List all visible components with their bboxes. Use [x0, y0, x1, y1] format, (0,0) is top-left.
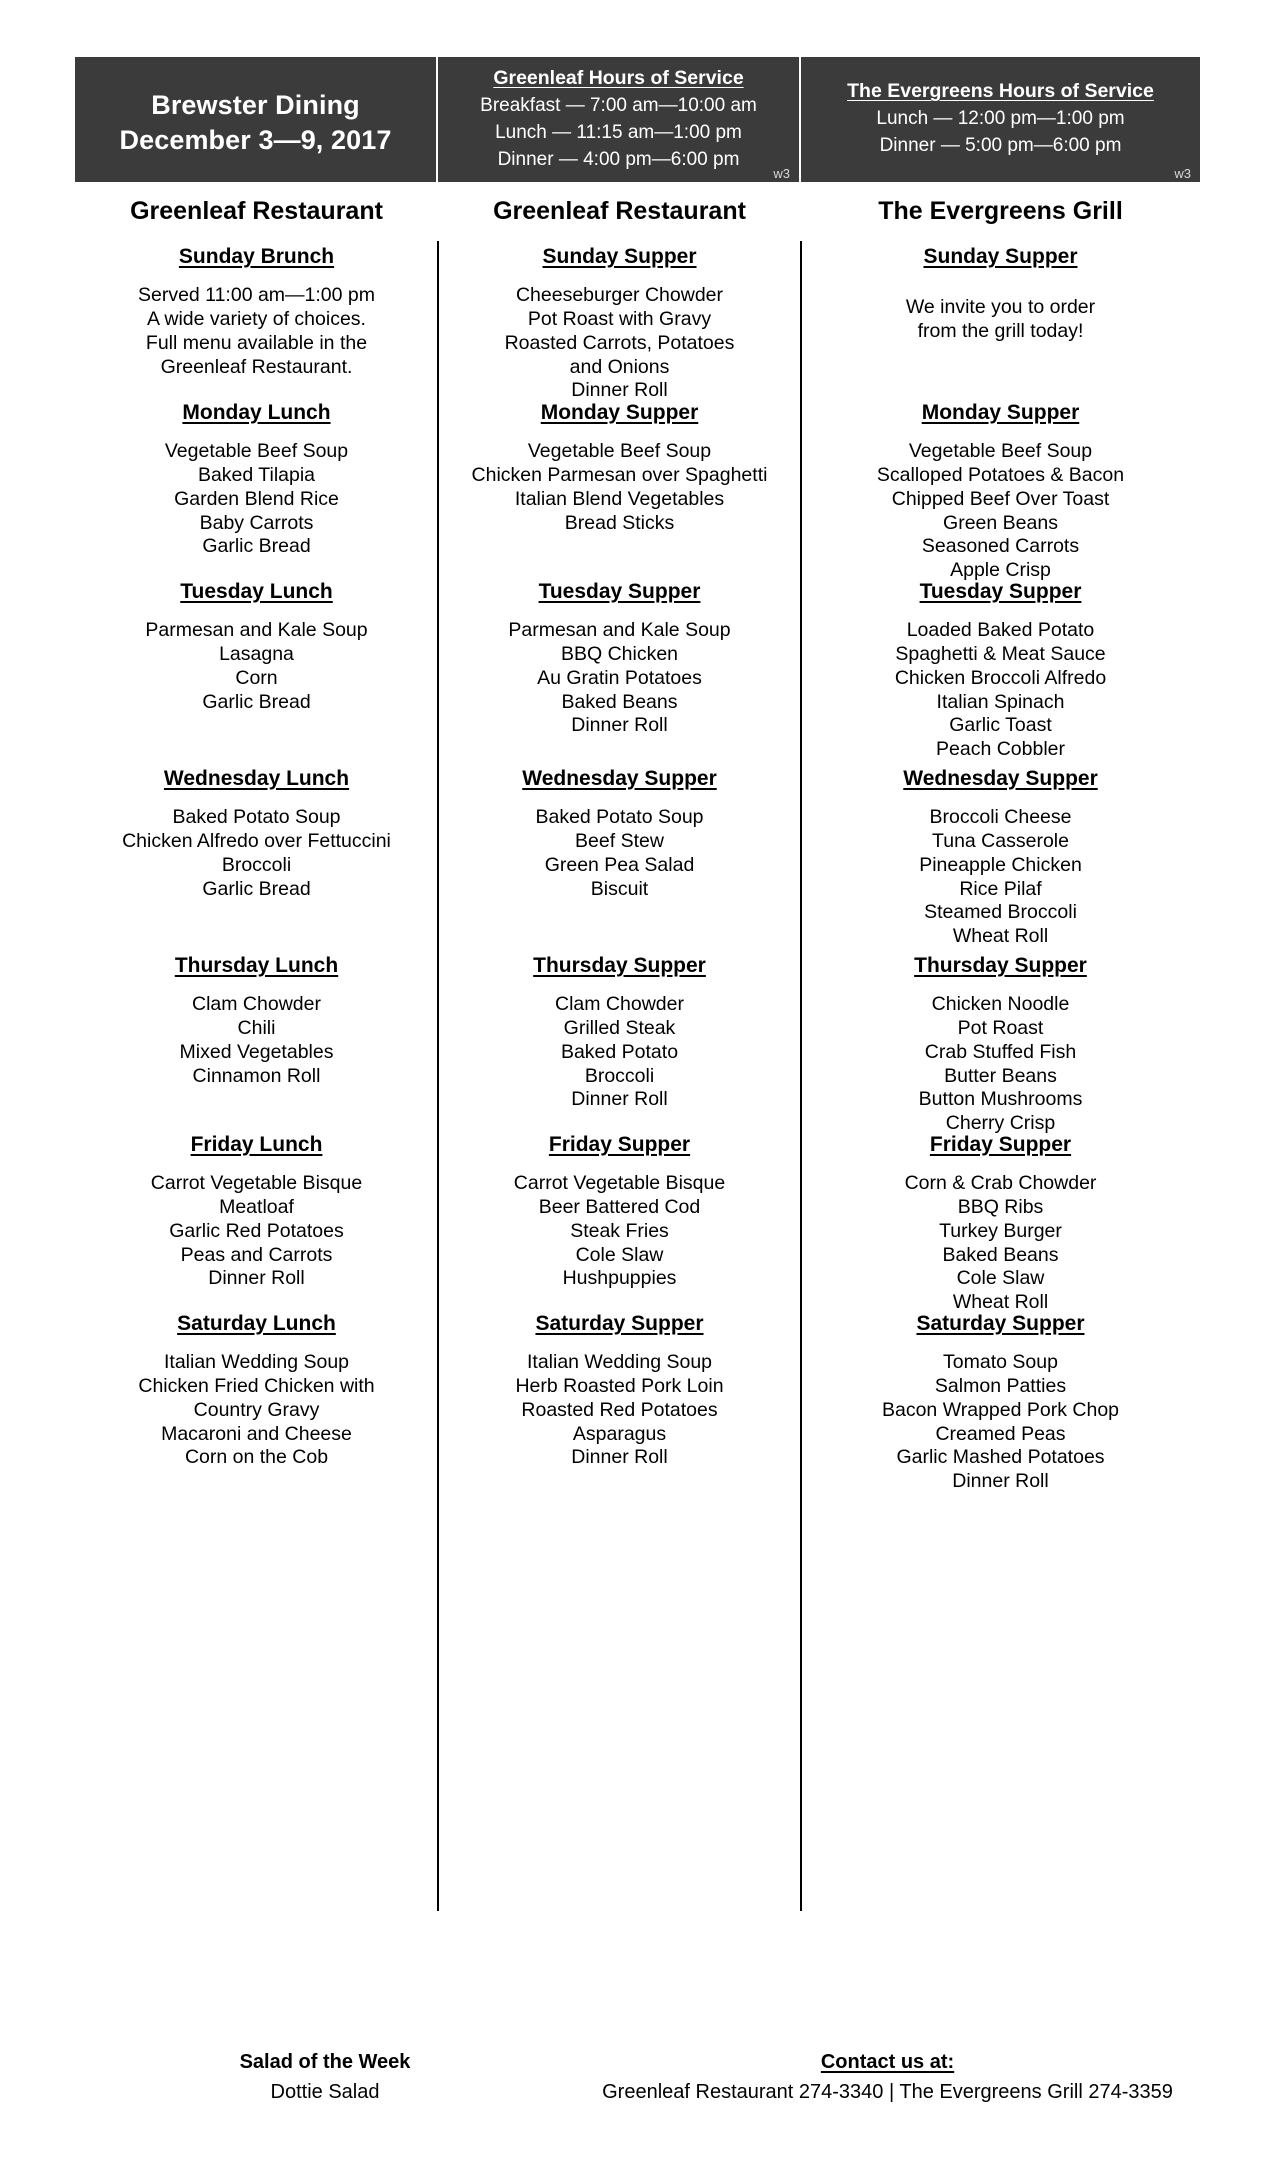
meal-block [444, 579, 795, 738]
meal-item: Chicken Alfredo over Fettuccini [122, 829, 391, 852]
menu-column-greenleaf-lunch [75, 196, 438, 1494]
meal-item: Hushpuppies [562, 1267, 677, 1290]
meal-list [807, 244, 1194, 1494]
meal-item: Garlic Mashed Potatoes [896, 1446, 1105, 1469]
meal-item: Corn on the Cob [184, 1446, 329, 1469]
meal-item: Cinnamon Roll [192, 1064, 321, 1087]
evergreens-hours-line: Lunch — 12:00 pm—1:00 pm [876, 108, 1125, 130]
meal-block [444, 1311, 795, 1470]
page-title-line1: Brewster Dining [151, 90, 360, 121]
meal-item: Broccoli Cheese [929, 806, 1072, 829]
meal-item: Turkey Burger [939, 1219, 1062, 1242]
contact-phones: Greenleaf Restaurant 274-3340 | The Evergreens Grill 274-3359 [602, 2081, 1173, 2103]
meal-item: Green Beans [943, 511, 1058, 534]
meal-item: Butter Beans [944, 1064, 1057, 1087]
meal-item: Meatloaf [219, 1195, 294, 1218]
salad-of-the-week [75, 2049, 575, 2105]
evergreens-hours-line: Dinner — 5:00 pm—6:00 pm [879, 135, 1122, 157]
meal-item: Green Pea Salad [544, 853, 695, 876]
meal-title: Saturday Supper [916, 1311, 1085, 1335]
meal-item: Crab Stuffed Fish [924, 1040, 1077, 1063]
meal-item: Broccoli [221, 853, 292, 876]
meal-block [807, 244, 1194, 344]
meal-block [444, 400, 795, 535]
meal-item: Beef Stew [575, 829, 664, 852]
meal-block [81, 953, 432, 1088]
meal-title: Tuesday Lunch [180, 579, 333, 603]
header-title-cell [75, 57, 438, 182]
meal-item: Baked Beans [942, 1243, 1059, 1266]
meal-item: Clam Chowder [192, 993, 321, 1016]
meal-title: Thursday Lunch [174, 953, 339, 977]
menu-columns [75, 196, 1200, 1494]
menu-column-greenleaf-supper [438, 196, 801, 1494]
meal-item: Vegetable Beef Soup [908, 440, 1093, 463]
meal-title: Saturday Lunch [177, 1311, 336, 1335]
meal-title: Friday Supper [929, 1132, 1072, 1156]
meal-title: Wednesday Supper [903, 766, 1098, 790]
watermark-label: w3 [1174, 165, 1191, 181]
meal-item: Chipped Beef Over Toast [891, 487, 1110, 510]
meal-title: Sunday Supper [923, 244, 1078, 268]
meal-item: Cheeseburger Chowder [515, 284, 724, 307]
meal-item: Italian Wedding Soup [163, 1351, 350, 1374]
meal-block [444, 244, 795, 403]
meal-item: Au Gratin Potatoes [537, 666, 702, 689]
meal-item: Chicken Fried Chicken with [138, 1374, 375, 1397]
meal-item: Tomato Soup [943, 1351, 1058, 1374]
meal-block [81, 1132, 432, 1291]
meal-item: Pot Roast [957, 1016, 1044, 1039]
page-footer [75, 2049, 1200, 2105]
meal-item: Cole Slaw [956, 1267, 1045, 1290]
greenleaf-hours-title: Greenleaf Hours of Service [493, 67, 744, 89]
meal-item: Bacon Wrapped Pork Chop [881, 1398, 1120, 1421]
meal-item: Salmon Patties [934, 1374, 1067, 1397]
meal-item: Garlic Red Potatoes [169, 1219, 344, 1242]
meal-item: Corn [235, 666, 278, 689]
meal-title: Sunday Brunch [178, 244, 335, 268]
meal-list [444, 244, 795, 1494]
meal-item: Grilled Steak [563, 1016, 676, 1039]
greenleaf-hours-line: Lunch — 11:15 am—1:00 pm [495, 121, 742, 143]
meal-item: Garlic Bread [202, 690, 311, 713]
meal-block [81, 1311, 432, 1470]
menu-page [0, 57, 1275, 2157]
meal-item: Creamed Peas [935, 1422, 1066, 1445]
meal-item: We invite you to order [905, 296, 1096, 319]
meal-item: Tuna Casserole [932, 829, 1069, 852]
meal-item: Vegetable Beef Soup [527, 440, 712, 463]
meal-item: and Onions [569, 355, 670, 378]
salad-value: Dottie Salad [270, 2081, 380, 2103]
meal-block [444, 1132, 795, 1291]
meal-item: Garlic Bread [202, 877, 311, 900]
meal-item: Vegetable Beef Soup [164, 440, 349, 463]
meal-block [81, 579, 432, 714]
meal-item: Steak Fries [570, 1219, 669, 1242]
meal-item: Wheat Roll [952, 925, 1049, 948]
meal-item: BBQ Chicken [560, 642, 679, 665]
meal-item: Italian Wedding Soup [526, 1351, 713, 1374]
meal-block [444, 766, 795, 901]
meal-item: Dinner Roll [952, 1470, 1049, 1493]
meal-item: from the grill today! [917, 319, 1084, 342]
meal-block [444, 953, 795, 1112]
meal-item: Roasted Carrots, Potatoes [504, 331, 735, 354]
greenleaf-hours-line: Dinner — 4:00 pm—6:00 pm [497, 148, 740, 170]
meal-item: Beer Battered Cod [538, 1195, 701, 1218]
meal-title: Monday Supper [540, 400, 699, 424]
meal-item: Baked Beans [561, 690, 678, 713]
meal-item: Clam Chowder [555, 993, 684, 1016]
meal-list [81, 244, 432, 1494]
meal-item: Steamed Broccoli [924, 901, 1077, 924]
meal-item: Chicken Parmesan over Spaghetti [471, 463, 768, 486]
meal-item: Dinner Roll [208, 1267, 305, 1290]
meal-item: Bread Sticks [564, 511, 675, 534]
meal-item: Baked Potato Soup [535, 806, 704, 829]
salad-title: Salad of the Week [239, 2051, 411, 2073]
meal-item: Dinner Roll [571, 714, 668, 737]
meal-item: Lasagna [219, 642, 294, 665]
meal-item: Garlic Toast [949, 714, 1052, 737]
meal-item: Pineapple Chicken [919, 853, 1082, 876]
meal-item: BBQ Ribs [957, 1195, 1044, 1218]
meal-title: Friday Supper [548, 1132, 691, 1156]
meal-item: Cole Slaw [575, 1243, 664, 1266]
meal-item: Broccoli [584, 1064, 655, 1087]
meal-item: Wheat Roll [952, 1291, 1049, 1314]
meal-title: Tuesday Supper [538, 579, 701, 603]
meal-item: Country Gravy [193, 1398, 320, 1421]
meal-item: A wide variety of choices. [147, 307, 366, 330]
meal-item: Carrot Vegetable Bisque [150, 1172, 363, 1195]
meal-item: Chicken Broccoli Alfredo [894, 666, 1107, 689]
meal-title: Thursday Supper [914, 953, 1087, 977]
meal-item: Mixed Vegetables [179, 1040, 334, 1063]
contact-title: Contact us at: [820, 2051, 955, 2073]
column-heading: Greenleaf Restaurant [493, 196, 746, 225]
meal-item: Asparagus [572, 1422, 667, 1445]
meal-title: Tuesday Supper [919, 579, 1082, 603]
meal-item: Apple Crisp [950, 559, 1051, 582]
greenleaf-hours-cell [438, 57, 801, 182]
meal-item: Macaroni and Cheese [161, 1422, 352, 1445]
meal-title: Thursday Supper [533, 953, 706, 977]
meal-item: Spaghetti & Meat Sauce [895, 642, 1106, 665]
meal-item: Baby Carrots [199, 511, 314, 534]
meal-item: Scalloped Potatoes & Bacon [876, 463, 1125, 486]
evergreens-hours-title: The Evergreens Hours of Service [847, 80, 1154, 103]
meal-item: Biscuit [590, 877, 649, 900]
meal-title: Friday Lunch [190, 1132, 323, 1156]
meal-item: Button Mushrooms [918, 1088, 1083, 1111]
meal-title: Monday Supper [921, 400, 1080, 424]
meal-block [807, 766, 1194, 949]
meal-item: Carrot Vegetable Bisque [513, 1172, 726, 1195]
meal-item: Italian Spinach [936, 690, 1065, 713]
meal-block [807, 400, 1194, 583]
meal-item: Peach Cobbler [936, 738, 1065, 761]
meal-item: Parmesan and Kale Soup [508, 619, 731, 642]
meal-item: Dinner Roll [571, 1446, 668, 1469]
meal-item: Dinner Roll [571, 379, 668, 402]
meal-title: Wednesday Supper [522, 766, 717, 790]
meal-block [807, 1132, 1194, 1315]
meal-block [81, 766, 432, 901]
meal-item: Peas and Carrots [180, 1243, 333, 1266]
menu-column-evergreens-supper [801, 196, 1200, 1494]
column-heading: Greenleaf Restaurant [130, 196, 383, 225]
meal-item: Served 11:00 am—1:00 pm [137, 284, 376, 307]
meal-block [807, 1311, 1194, 1494]
meal-item: Seasoned Carrots [921, 535, 1080, 558]
meal-item: Rice Pilaf [959, 877, 1042, 900]
page-title-line2: December 3—9, 2017 [119, 125, 392, 156]
meal-title: Saturday Supper [535, 1311, 704, 1335]
meal-item: Greenleaf Restaurant. [160, 355, 353, 378]
meal-block [807, 953, 1194, 1136]
meal-item: Roasted Red Potatoes [521, 1398, 718, 1421]
meal-item: Dinner Roll [571, 1088, 668, 1111]
meal-item: Parmesan and Kale Soup [145, 619, 368, 642]
meal-item: Herb Roasted Pork Loin [515, 1374, 724, 1397]
meal-item: Baked Potato [560, 1040, 679, 1063]
meal-item: Baked Tilapia [197, 463, 316, 486]
meal-block [81, 244, 432, 379]
greenleaf-hours-line: Breakfast — 7:00 am—10:00 am [480, 95, 757, 116]
meal-item: Garden Blend Rice [174, 487, 339, 510]
meal-item: Chicken Noodle [931, 993, 1070, 1016]
contact-info [575, 2049, 1200, 2105]
meal-title: Monday Lunch [182, 400, 331, 424]
evergreens-hours-cell [801, 57, 1200, 182]
meal-item: Corn & Crab Chowder [904, 1172, 1097, 1195]
meal-item: Chili [237, 1016, 276, 1039]
meal-item: Loaded Baked Potato [906, 619, 1095, 642]
meal-title: Wednesday Lunch [163, 766, 350, 790]
meal-block [81, 400, 432, 559]
meal-item: Garlic Bread [202, 535, 311, 558]
header-band [75, 57, 1200, 182]
column-heading: The Evergreens Grill [878, 196, 1123, 225]
meal-item: Pot Roast with Gravy [527, 307, 712, 330]
meal-item: Baked Potato Soup [172, 806, 341, 829]
meal-item: Full menu available in the [145, 331, 368, 354]
meal-item: Italian Blend Vegetables [514, 487, 725, 510]
meal-block [807, 579, 1194, 762]
watermark-label: w3 [773, 165, 790, 181]
meal-item: Cherry Crisp [945, 1112, 1056, 1135]
meal-title: Sunday Supper [542, 244, 697, 268]
